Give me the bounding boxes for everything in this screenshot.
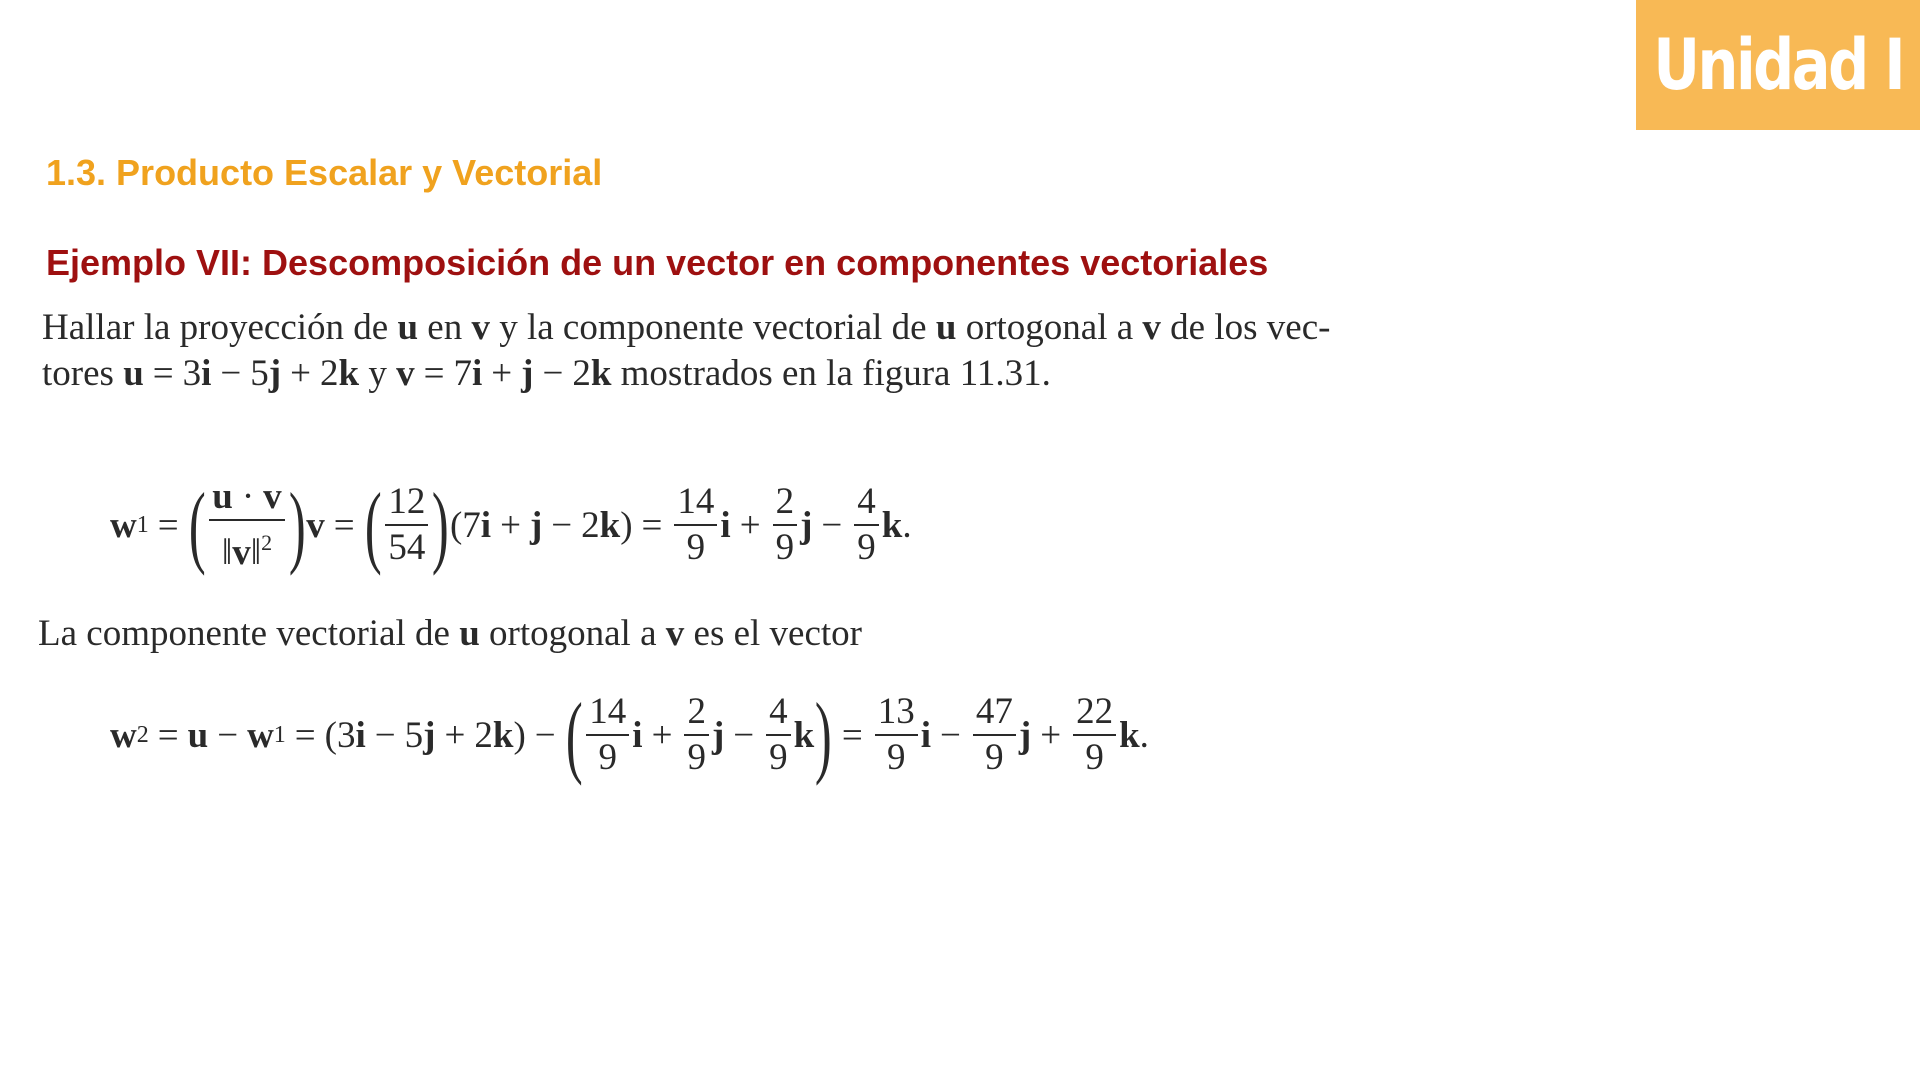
- coefficient: 2: [474, 714, 493, 756]
- text: ortogonal a: [956, 307, 1143, 348]
- statement-line-1: [42, 307, 1330, 348]
- operator: −: [733, 714, 755, 756]
- unit-vector: j: [521, 353, 534, 394]
- vector-symbol: v: [232, 532, 251, 573]
- right-paren: ): [432, 474, 450, 576]
- vector-symbol: v: [396, 353, 415, 394]
- operator: =: [333, 504, 355, 546]
- unit-vector: k: [793, 714, 815, 756]
- operator: =: [157, 714, 179, 756]
- unit-vector: i: [920, 714, 932, 756]
- denominator: 54: [388, 527, 426, 568]
- unit-badge: [1636, 0, 1920, 130]
- unit-vector: i: [632, 714, 643, 756]
- operator: −: [940, 714, 961, 756]
- operator: −: [374, 714, 396, 756]
- fraction: [586, 692, 629, 778]
- vector-symbol: u: [397, 307, 419, 348]
- unit-vector: j: [711, 714, 725, 756]
- unit-vector: i: [720, 504, 731, 546]
- section-title: 1.3. Producto Escalar y Vectorial: [46, 152, 603, 193]
- vector-symbol: u: [187, 714, 209, 756]
- coefficient: 5: [250, 353, 269, 394]
- unit-vector: j: [268, 353, 282, 394]
- left-paren: (: [364, 474, 382, 576]
- numerator: 2: [773, 482, 798, 526]
- numerator: 47: [973, 692, 1016, 736]
- operator: +: [739, 504, 761, 546]
- operator: −: [220, 353, 242, 394]
- coefficient: 7: [453, 353, 472, 394]
- unit-vector: k: [881, 504, 903, 546]
- operator: =: [152, 353, 174, 394]
- text: mostrados en la figura 11.31.: [611, 353, 1051, 394]
- coefficient: (3: [324, 714, 356, 756]
- operator: =: [423, 353, 445, 394]
- vector-symbol: w: [110, 714, 137, 756]
- subscript: 1: [273, 721, 286, 748]
- numerator: 12: [385, 482, 428, 526]
- unit-label: Unidad I: [1653, 24, 1903, 106]
- coefficient: 2: [572, 353, 591, 394]
- vector-symbol: v: [263, 476, 282, 517]
- text: de los vec-: [1160, 307, 1331, 348]
- example-title: Ejemplo VII: Descomposición de un vector en componentes vectoriales: [46, 242, 1269, 283]
- unit-vector: i: [355, 714, 366, 756]
- vector-symbol: u: [459, 613, 480, 654]
- vector-symbol: u: [123, 353, 144, 394]
- operator: +: [290, 353, 311, 394]
- fraction: [875, 692, 918, 778]
- coefficient: 2: [581, 504, 600, 546]
- unit-vector: j: [529, 504, 543, 546]
- vector-symbol: v: [471, 307, 490, 348]
- operator: +: [500, 504, 521, 546]
- period: .: [1139, 714, 1149, 756]
- vector-symbol: v: [1142, 307, 1161, 348]
- unit-vector: k: [590, 353, 612, 394]
- right-paren: ): [513, 714, 526, 756]
- vector-symbol: u: [935, 307, 957, 348]
- numerator: 14: [674, 482, 717, 526]
- right-paren: ): [620, 504, 633, 546]
- exponent: 2: [261, 530, 273, 555]
- coefficient: (7: [449, 504, 481, 546]
- fraction: [766, 692, 791, 778]
- unit-vector: j: [423, 714, 436, 756]
- denominator: 9: [769, 737, 788, 778]
- subscript: 2: [136, 721, 149, 748]
- denominator: 9: [1085, 737, 1104, 778]
- orthogonal-component-sentence: [38, 612, 862, 655]
- text: Hallar la proyección de: [42, 307, 398, 348]
- left-paren: (: [565, 684, 583, 786]
- problem-statement: [42, 305, 1330, 397]
- operator: −: [821, 504, 843, 546]
- vector-symbol: u: [212, 476, 233, 517]
- vector-symbol: w: [110, 504, 137, 546]
- fraction: [209, 477, 284, 573]
- unit-vector: k: [599, 504, 621, 546]
- operator: +: [491, 353, 513, 394]
- fraction: [973, 692, 1016, 778]
- numerator: 22: [1073, 692, 1116, 736]
- unit-vector: i: [480, 504, 492, 546]
- denominator: 9: [857, 527, 876, 568]
- unit-vector: i: [201, 353, 212, 394]
- denominator: 9: [886, 737, 906, 778]
- orthogonal-equation: [110, 680, 1149, 790]
- operator: =: [294, 714, 316, 756]
- numerator: 4: [854, 482, 879, 526]
- period: .: [902, 504, 912, 546]
- operator: −: [534, 714, 556, 756]
- unit-vector: j: [800, 504, 813, 546]
- numerator: 4: [766, 692, 791, 736]
- right-paren: ): [815, 684, 832, 786]
- operator: =: [841, 714, 863, 756]
- operator: +: [651, 714, 673, 756]
- fraction: [674, 482, 717, 568]
- text: y la componente vectorial de: [489, 307, 936, 348]
- denominator: 9: [686, 527, 706, 568]
- numerator: 13: [875, 692, 918, 736]
- unit-vector: k: [338, 353, 360, 394]
- operator: ·: [241, 476, 255, 517]
- denominator: 9: [598, 737, 618, 778]
- text: ortogonal a: [479, 613, 666, 654]
- operator: +: [1040, 714, 1062, 756]
- vector-symbol: v: [306, 504, 325, 546]
- text: y: [359, 353, 397, 394]
- fraction: [1073, 692, 1116, 778]
- denominator: 9: [775, 527, 795, 568]
- operator: =: [157, 504, 179, 546]
- norm-bar: ‖: [250, 532, 262, 573]
- coefficient: 5: [404, 714, 424, 756]
- numerator: 2: [684, 692, 709, 736]
- unit-vector: i: [471, 353, 483, 394]
- fraction: [385, 482, 428, 568]
- denominator: [219, 521, 275, 573]
- text: en: [418, 307, 472, 348]
- fraction: [854, 482, 879, 568]
- denominator: 9: [985, 737, 1004, 778]
- statement-line-2: [42, 353, 1051, 394]
- operator: −: [551, 504, 573, 546]
- coefficient: 3: [182, 353, 202, 394]
- unit-vector: k: [492, 714, 514, 756]
- norm-bar: ‖: [221, 532, 233, 573]
- vector-symbol: w: [247, 714, 274, 756]
- projection-equation: [110, 470, 912, 580]
- denominator: 9: [687, 737, 706, 778]
- left-paren: (: [188, 474, 206, 576]
- operator: −: [217, 714, 239, 756]
- right-paren: ): [288, 474, 306, 576]
- numerator: [209, 477, 284, 521]
- operator: =: [641, 504, 663, 546]
- coefficient: 2: [320, 353, 339, 394]
- fraction: [684, 692, 709, 778]
- unit-vector: j: [1018, 714, 1032, 756]
- numerator: 14: [586, 692, 629, 736]
- subscript: 1: [136, 511, 149, 538]
- text: es el vector: [684, 613, 862, 654]
- unit-vector: k: [1119, 714, 1140, 756]
- text: La componente vectorial de: [38, 613, 460, 654]
- text: tores: [42, 353, 124, 394]
- vector-symbol: v: [665, 613, 685, 654]
- operator: +: [444, 714, 466, 756]
- operator: −: [542, 353, 564, 394]
- fraction: [773, 482, 798, 568]
